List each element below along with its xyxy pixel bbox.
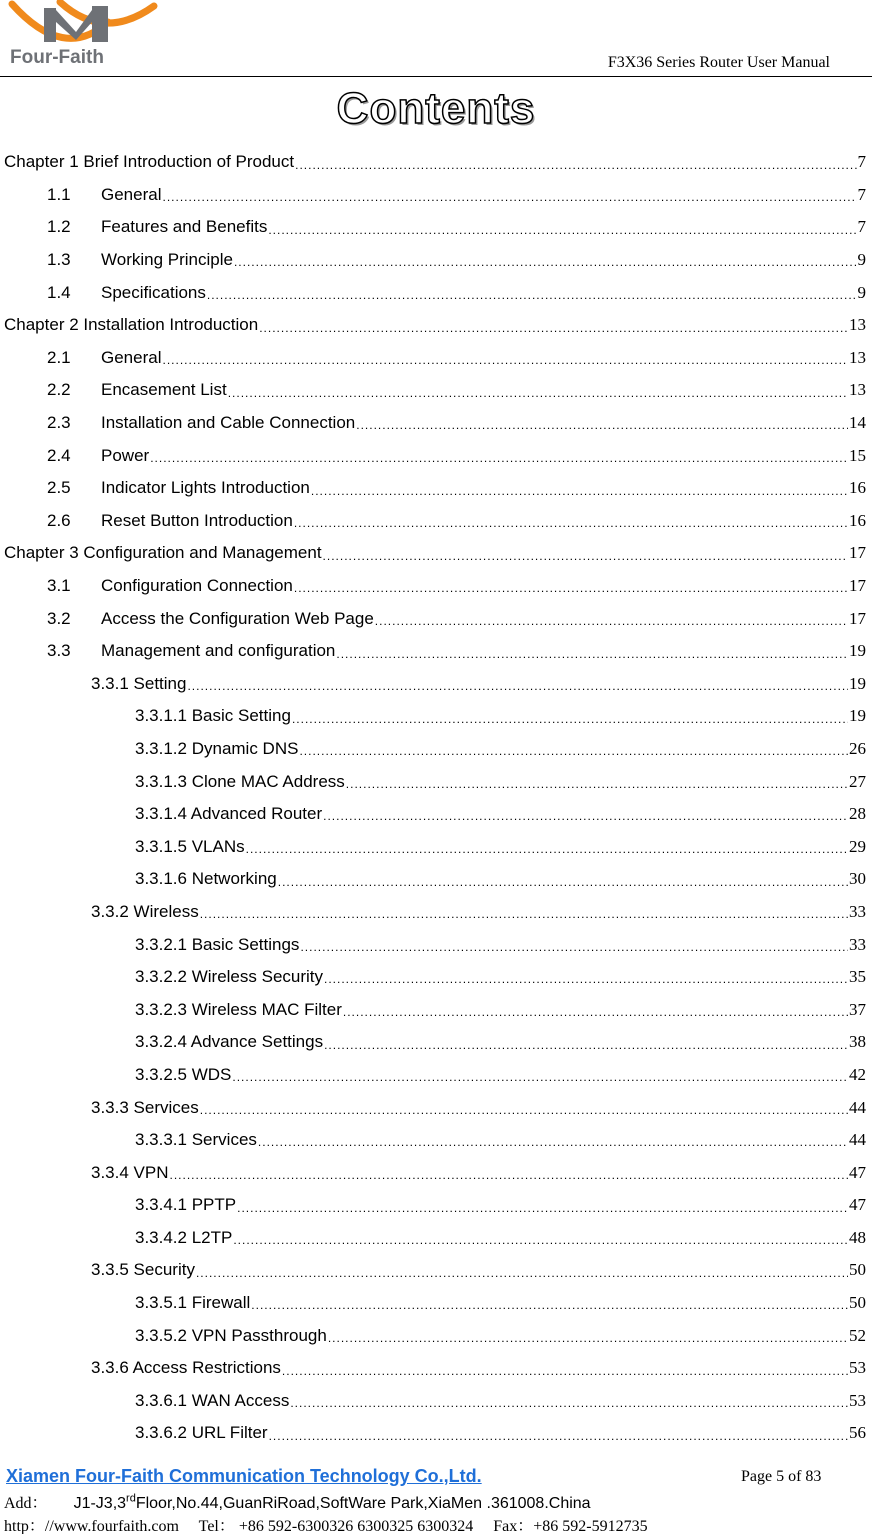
toc-entry-page: 28	[849, 804, 866, 824]
toc-leader-dots	[323, 549, 848, 570]
toc-entry-page: 13	[849, 347, 866, 367]
toc-entry-label: 3.3.2 Wireless	[91, 901, 199, 921]
toc-leader-dots	[336, 647, 848, 668]
toc-entry-label: 3.3.2.1 Basic Settings	[135, 934, 300, 954]
toc-entry[interactable]	[0, 1287, 872, 1320]
toc-leader-dots	[299, 744, 848, 765]
toc-entry-page: 26	[849, 738, 866, 758]
toc-leader-dots	[162, 190, 856, 211]
toc-leader-dots	[232, 1070, 848, 1091]
toc-entry-page: 17	[849, 576, 866, 596]
toc-leader-dots	[200, 1103, 848, 1124]
toc-entry-page: 48	[849, 1227, 866, 1247]
toc-entry-label: Power	[101, 445, 150, 465]
toc-entry-label: 3.3.1 Setting	[91, 673, 187, 693]
toc-entry-page: 27	[849, 771, 866, 791]
toc-entry-page: 9	[857, 250, 866, 270]
toc-entry-label: 3.3.6.2 URL Filter	[135, 1423, 268, 1443]
toc-entry[interactable]	[0, 896, 872, 929]
toc-entry[interactable]	[0, 1091, 872, 1124]
toc-entry[interactable]	[0, 179, 872, 212]
toc-entry-page: 9	[857, 282, 866, 302]
toc-leader-dots	[295, 158, 856, 179]
toc-leader-dots	[346, 777, 848, 798]
toc-entry-number: 2.6	[47, 510, 71, 530]
toc-entry[interactable]	[0, 244, 872, 277]
toc-entry-page: 16	[849, 478, 866, 498]
toc-leader-dots	[300, 940, 848, 961]
toc-entry-label: 3.3.1.4 Advanced Router	[135, 804, 323, 824]
toc-leader-dots	[170, 1168, 849, 1189]
toc-entry-number: 2.3	[47, 413, 71, 433]
toc-entry[interactable]	[0, 1319, 872, 1352]
logo-icon	[4, 0, 160, 70]
toc-entry-label: Configuration Connection	[101, 576, 293, 596]
toc-entry-page: 19	[849, 673, 866, 693]
toc-entry-label: 3.3.5.2 VPN Passthrough	[135, 1325, 327, 1345]
telephone: Tel： +86 592-6300326 6300325 6300324	[198, 1518, 474, 1534]
toc-leader-dots	[290, 1396, 848, 1417]
toc-entry-page: 53	[849, 1358, 866, 1378]
toc-entry-number: 2.1	[47, 347, 71, 367]
toc-leader-dots	[278, 875, 848, 896]
toc-entry[interactable]	[0, 733, 872, 766]
toc-entry[interactable]	[0, 830, 872, 863]
toc-entry-label: 3.3.6 Access Restrictions	[91, 1358, 281, 1378]
website-link[interactable]: http：//www.fourfaith.com	[4, 1518, 179, 1534]
toc-entry[interactable]	[0, 635, 872, 668]
toc-leader-dots	[207, 288, 857, 309]
address-line-end: Floor,No.44,GuanRiRoad,SoftWare Park,XiaMen .361008.China	[135, 1495, 591, 1512]
toc-entry-page: 13	[849, 380, 866, 400]
toc-entry[interactable]	[0, 407, 872, 440]
toc-entry-number: 2.2	[47, 380, 71, 400]
toc-leader-dots	[323, 809, 848, 830]
toc-entry[interactable]	[0, 309, 872, 342]
toc-entry[interactable]	[0, 1026, 872, 1059]
toc-leader-dots	[343, 1005, 848, 1026]
toc-entry-page: 50	[849, 1293, 866, 1313]
toc-entry-label: 3.3.6.1 WAN Access	[135, 1390, 290, 1410]
toc-entry-page: 33	[849, 934, 866, 954]
toc-entry-number: 1.3	[47, 250, 71, 270]
toc-entry-label: 3.3.3 Services	[91, 1097, 199, 1117]
toc-entry[interactable]	[0, 961, 872, 994]
toc-entry[interactable]	[0, 537, 872, 570]
toc-entry-page: 7	[857, 152, 866, 172]
toc-entry-label: 3.3.2.3 Wireless MAC Filter	[135, 999, 342, 1019]
toc-entry-label: 3.3.5.1 Firewall	[135, 1293, 251, 1313]
toc-entry-label: General	[101, 184, 162, 204]
toc-entry[interactable]	[0, 146, 872, 179]
toc-entry-label: Reset Button Introduction	[101, 510, 293, 530]
toc-entry-page: 42	[849, 1064, 866, 1084]
toc-leader-dots	[237, 1201, 848, 1222]
toc-entry-page: 52	[849, 1325, 866, 1345]
toc-entry-page: 15	[849, 445, 866, 465]
toc-leader-dots	[259, 321, 848, 342]
toc-entry[interactable]	[0, 211, 872, 244]
toc-entry-page: 44	[849, 1097, 866, 1117]
page-number: Page 5 of 83	[741, 1468, 822, 1485]
toc-entry-label: Chapter 3 Configuration and Management	[4, 543, 322, 563]
toc-entry-page: 19	[849, 706, 866, 726]
toc-leader-dots	[328, 1331, 848, 1352]
toc-entry[interactable]	[0, 765, 872, 798]
toc-entry-number: 3.2	[47, 608, 71, 628]
toc-entry-label: Chapter 1 Brief Introduction of Product	[4, 152, 295, 172]
footer-address	[4, 1490, 591, 1513]
toc-entry-label: 3.3.1.2 Dynamic DNS	[135, 738, 299, 758]
toc-entry-label: 3.3.1.3 Clone MAC Address	[135, 771, 345, 791]
toc-entry[interactable]	[0, 1124, 872, 1157]
toc-leader-dots	[375, 614, 848, 635]
address-superscript: rd	[126, 1492, 136, 1505]
toc-leader-dots	[251, 1298, 848, 1319]
toc-entry-label: Specifications	[101, 282, 206, 302]
toc-entry-number: 1.1	[47, 184, 71, 204]
toc-leader-dots	[269, 1429, 848, 1450]
toc-entry[interactable]	[0, 1222, 872, 1255]
footer-contact	[4, 1513, 664, 1534]
toc-entry-page: 29	[849, 836, 866, 856]
toc-entry[interactable]	[0, 1417, 872, 1450]
page-title: Contents	[336, 84, 536, 133]
toc-entry-page: 56	[849, 1423, 866, 1443]
toc-entry[interactable]	[0, 439, 872, 472]
toc-entry-page: 14	[849, 413, 866, 433]
toc-entry[interactable]	[0, 1189, 872, 1222]
toc-entry-page: 35	[849, 967, 866, 987]
toc-leader-dots	[282, 1364, 848, 1385]
toc-entry[interactable]	[0, 374, 872, 407]
toc-entry-label: 3.3.4.2 L2TP	[135, 1227, 233, 1247]
toc-leader-dots	[234, 255, 857, 276]
toc-entry[interactable]	[0, 505, 872, 538]
toc-entry-label: Chapter 2 Installation Introduction	[4, 315, 259, 335]
toc-entry-label: 3.3.3.1 Services	[135, 1130, 257, 1150]
toc-leader-dots	[246, 842, 848, 863]
toc-leader-dots	[187, 679, 848, 700]
manual-title: F3X36 Series Router User Manual	[607, 54, 830, 71]
toc-entry[interactable]	[0, 342, 872, 375]
toc-entry-page: 37	[849, 999, 866, 1019]
toc-entry-label: Access the Configuration Web Page	[101, 608, 374, 628]
toc-entry-label: 3.3.4.1 PPTP	[135, 1195, 237, 1215]
toc-leader-dots	[228, 386, 848, 407]
toc-entry-label: Working Principle	[101, 250, 233, 270]
toc-entry-label: 3.3.5 Security	[91, 1260, 195, 1280]
toc-entry-number: 2.5	[47, 478, 71, 498]
toc-leader-dots	[150, 451, 848, 472]
toc-entry[interactable]	[0, 1156, 872, 1189]
toc-entry-page: 38	[849, 1032, 866, 1052]
toc-entry-label: Management and configuration	[101, 641, 336, 661]
toc-entry-page: 33	[849, 901, 866, 921]
toc-entry-label: 3.3.1.6 Networking	[135, 869, 277, 889]
toc-entry-number: 3.3	[47, 641, 71, 661]
toc-entry-label: 3.3.2.2 Wireless Security	[135, 967, 324, 987]
toc-leader-dots	[162, 353, 848, 374]
toc-entry-label: General	[101, 347, 162, 367]
toc-entry-page: 47	[849, 1162, 866, 1182]
table-of-contents	[0, 146, 872, 1450]
fax: Fax：+86 592-5912735	[493, 1518, 648, 1534]
toc-leader-dots	[268, 223, 856, 244]
toc-entry[interactable]	[0, 668, 872, 701]
toc-leader-dots	[294, 516, 848, 537]
toc-entry-label: Installation and Cable Connection	[101, 413, 356, 433]
toc-entry-page: 30	[849, 869, 866, 889]
toc-leader-dots	[200, 907, 848, 928]
toc-entry[interactable]	[0, 700, 872, 733]
toc-entry[interactable]	[0, 570, 872, 603]
toc-entry[interactable]	[0, 928, 872, 961]
toc-entry-number: 3.1	[47, 576, 71, 596]
toc-entry[interactable]	[0, 472, 872, 505]
toc-entry[interactable]	[0, 798, 872, 831]
toc-leader-dots	[258, 1135, 848, 1156]
toc-entry[interactable]	[0, 1385, 872, 1418]
toc-entry-page: 19	[849, 641, 866, 661]
company-name-link[interactable]: Xiamen Four-Faith Communication Technology Co.,Ltd.	[6, 1466, 482, 1486]
header-divider	[0, 76, 872, 77]
toc-leader-dots	[292, 712, 848, 733]
toc-entry-number: 2.4	[47, 445, 71, 465]
toc-entry-page: 7	[857, 217, 866, 237]
toc-entry[interactable]	[0, 1352, 872, 1385]
toc-entry-label: Indicator Lights Introduction	[101, 478, 310, 498]
toc-entry-page: 16	[849, 510, 866, 530]
toc-entry[interactable]	[0, 1059, 872, 1092]
toc-entry-page: 13	[849, 315, 866, 335]
toc-leader-dots	[324, 1038, 848, 1059]
toc-entry-label: 3.3.1.5 VLANs	[135, 836, 245, 856]
toc-leader-dots	[196, 1266, 848, 1287]
toc-entry[interactable]	[0, 993, 872, 1026]
toc-leader-dots	[356, 418, 848, 439]
toc-entry-page: 47	[849, 1195, 866, 1215]
toc-entry-page: 53	[849, 1390, 866, 1410]
logo-text: Four-Faith	[10, 47, 104, 68]
toc-entry[interactable]	[0, 1254, 872, 1287]
toc-leader-dots	[324, 972, 848, 993]
toc-entry-label: 3.3.2.4 Advance Settings	[135, 1032, 324, 1052]
toc-entry-label: 3.3.2.5 WDS	[135, 1064, 232, 1084]
toc-entry-number: 1.4	[47, 282, 71, 302]
toc-entry-number: 1.2	[47, 217, 71, 237]
toc-entry[interactable]	[0, 863, 872, 896]
toc-leader-dots	[311, 484, 848, 505]
toc-entry-page: 17	[849, 608, 866, 628]
toc-leader-dots	[294, 581, 848, 602]
toc-entry-page: 44	[849, 1130, 866, 1150]
toc-entry-label: 3.3.4 VPN	[91, 1162, 169, 1182]
toc-entry[interactable]	[0, 602, 872, 635]
toc-entry-page: 50	[849, 1260, 866, 1280]
toc-entry-page: 17	[849, 543, 866, 563]
toc-entry-label: Encasement List	[101, 380, 227, 400]
toc-entry-page: 7	[857, 184, 866, 204]
toc-entry-label: Features and Benefits	[101, 217, 268, 237]
toc-entry[interactable]	[0, 276, 872, 309]
address-line-start: J1-J3,3	[73, 1495, 127, 1512]
toc-leader-dots	[233, 1233, 848, 1254]
toc-entry-label: 3.3.1.1 Basic Setting	[135, 706, 291, 726]
address-label: Add：	[4, 1495, 48, 1512]
four-faith-logo	[4, 0, 160, 70]
